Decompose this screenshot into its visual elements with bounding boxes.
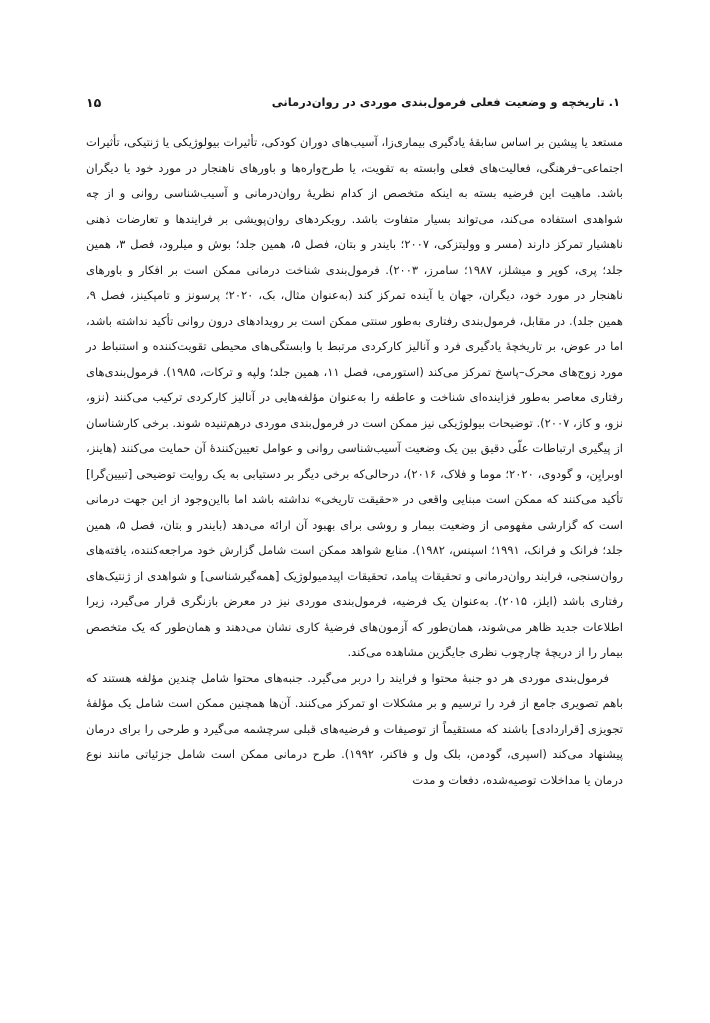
paragraph-1: مستعد یا پیشین بر اساس سابقهٔ یادگیری بیماری‌زا، آسیب‌های دوران کودکی، تأثیرات بیولوژیکی یا ژنتیکی، تأثیرات اجتماعی–فرهنگی، فعالیت‌های فعلی وابسته به تقویت، یا طرح‌واره‌ها و باورهای ناهنجار در مورد خود یا دیگران باشد. ماهیت این فرضیه بسته به اینکه متخصص از کدام نظریهٔ روان‌درمانی و آسیب‌شناسی روانی و از چه شواهدی استفاده می‌کند، می‌تواند بسیار متفاوت باشد. رویکردهای روان‌پویشی بر فرایندها و تعارضات ذهنی ناهشیار تمرکز دارند (مسر و وولیتزکی، ۲۰۰۷؛ بایندر و بتان، فصل ۵، همین جلد؛ بوش و میلرود، فصل ۳، همین جلد؛ پری، کوپر و میشلز، ۱۹۸۷؛ سامرز، ۲۰۰۳). فرمول‌بندی شناخت درمانی ممکن است بر افکار و باورهای ناهنجار در مورد خود، دیگران، جهان یا آینده تمرکز کند (به‌عنوان مثال، بک، ۲۰۲۰؛ پرسونز و تامپکینز، فصل ۹، همین جلد). در مقابل، فرمول‌بندی رفتاری به‌طور سنتی ممکن است بر رویدادهای درون روانی تأکید نداشته باشد، اما در عوض، بر تاریخچهٔ یادگیری فرد و آنالیز کارکردی مرتبط با وابستگی‌های محیطی تقویت‌کننده و استنباط در مورد زوج‌های محرک–پاسخ تمرکز می‌کند (استورمی، فصل ۱۱، همین جلد؛ ولپه و ترکات، ۱۹۸۵). فرمول‌بندی‌های رفتاری معاصر به‌طور فزاینده‌ای شناخت و عاطفه را به‌عنوان مؤلفه‌هایی در آنالیز کارکردی ترکیب می‌کنند (نزو، نزو، و کاز، ۲۰۰۷). توضیحات بیولوژیکی نیز ممکن است در فرمول‌بندی موردی درهم‌تنیده شوند. برخی کارشناسان از پیگیری ارتباطات علّی دقیق بین یک وضعیت آسیب‌شناسی روانی و عوامل تعیین‌کنندهٔ آن حمایت می‌کنند (هاینز، او‌برایِن، و گودوی، ۲۰۲۰؛ موما و فلاک، ۲۰۱۶)، درحالی‌که برخی دیگر بر دستیابی به یک روایت توضیحی [تبیین‌گرا] تأکید می‌کنند که ممکن است مبنایی واقعی در «حقیقت تاریخی» نداشته باشد اما بااین‌وجود از این جهت درمانی است که گزارشی مفهومی از وضعیت بیمار و روشی برای بهبود آن ارائه می‌دهد (بایندر و بتان، فصل ۵، همین جلد؛ فرانک و فرانک، ۱۹۹۱؛ اسپنس، ۱۹۸۲). منابع شواهد ممکن است شامل گزارش خود مراجعه‌کننده، یافته‌های روان‌سنجی، فرایند روان‌درمانی و تحقیقات پیامد، تحقیقات اپیدمیولوژیک [همه‌گیرشناسی] و شواهدی از ژنتیک‌های رفتاری باشد (ایلز، ۲۰۱۵). به‌عنوان یک فرضیه، فرمول‌بندی موردی نیز در معرض بازنگری قرار می‌گیرد، زیرا اطلاعات جدید ظاهر می‌شوند، همان‌طور که آزمون‌های فرضیهٔ کاری نشان می‌دهند و همان‌طور که یک متخصص بیمار را از دریچهٔ چارچوب نظری جایگزین مشاهده می‌کند. [86, 135, 624, 659]
chapter-title: ۱. تاریخچه و وضعیت فعلی فرمول‌بندی موردی در روان‌درمانی [271, 95, 620, 109]
paragraph-2: فرمول‌بندی موردی هر دو جنبهٔ محتوا و فرایند را دربر می‌گیرد. جنبه‌های محتوا شامل چندین مؤلفه هستند که باهم تصویری جامع از فرد را ترسیم و بر مشکلات او تمرکز می‌کنند. آن‌ها همچنین ممکن است شامل یک مؤلفهٔ تجویزی [قراردادی] باشند که مستقیماً از توصیفات و فرضیه‌های قبلی سرچشمه می‌گیرد و طرحی را برای درمان پیشنهاد می‌کند (اسپری، گودمن، بلک ول و فاکنر، ۱۹۹۲). طرح درمانی ممکن است شامل جزئیاتی مانند نوع درمان یا مداخلات توصیه‌شده، دفعات و مدت [86, 670, 623, 787]
page-number: ۱۵ [86, 94, 102, 110]
body-text [86, 130, 623, 793]
running-head [86, 91, 620, 113]
